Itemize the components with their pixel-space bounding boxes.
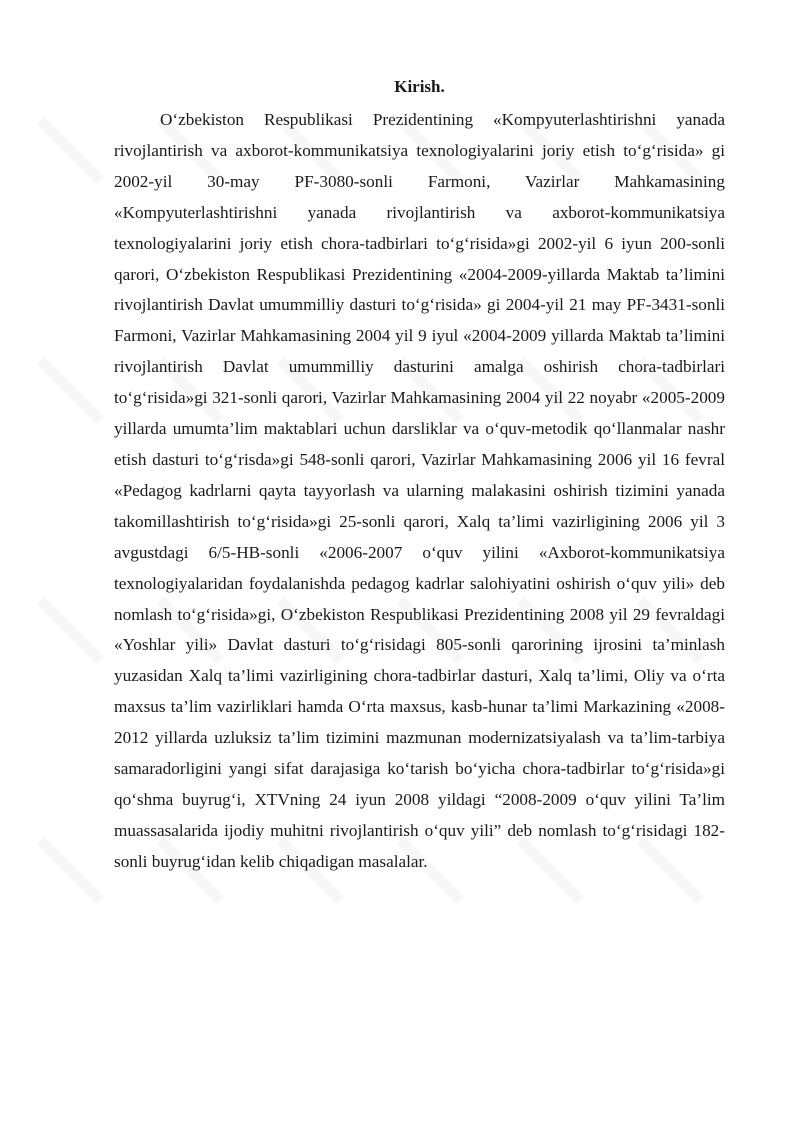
body-paragraph: O‘zbekiston Respublikasi Prezidentining «Kompyuterlashtirishni yanada rivojlantirish va axborot-kommunikatsiya texnologiyalarini joriy etish to‘g‘risida» gi 2002-yil 30-may PF-3080-sonli Farmoni, Vazirlar Mahkamasining «Kompyuterlashtirishni yanada rivojlantirish va axborot-kommunikatsiya texnologiyalarini joriy etish chora-tadbirlari to‘g‘risida»gi 2002-yil 6 iyun 200-sonli qarori, O‘zbekiston Respublikasi Prezidentining «2004-2009-yillarda Maktab ta’limini rivojlantirish Davlat umummilliy dasturi to‘g‘risida» gi 2004-yil 21 may PF-3431-sonli Farmoni, Vazirlar Mahkamasining 2004 yil 9 iyul «2004-2009 yillarda Maktab ta’limini rivojlantirish Davlat umummilliy dasturini amalga oshirish chora-tadbirlari to‘g‘risida»gi 321-sonli qarori, Vazirlar Mahkamasining 2004 yil 22 noyabr «2005-2009 yillarda umumta’lim maktablari uchun darsliklar va o‘quv-metodik qo‘llanmalar nashr etish dasturi to‘g‘risda»gi 548-sonli qarori, Vazirlar Mahkamasining 2006 yil 16 fevral «Pedagog kadrlarni qayta tayyorlash va ularning malakasini oshirish tizimini yanada takomillashtirish to‘g‘risida»gi 25-sonli qarori, Xalq ta’limi vazirligining 2006 yil 3 avgustdagi 6/5-HB-sonli «2006-2007 o‘quv yilini «Axborot-kommunikatsiya texnologiyalaridan foydalanishda pedagog kadrlar salohiyatini oshirish o‘quv yili» deb nomlash to‘g‘risida»gi, O‘zbekiston Respublikasi Prezidentining 2008 yil 29 fevraldagi «Yoshlar yili» Davlat dasturi to‘g‘risidagi 805-sonli qarorining ijrosini ta’minlash yuzasidan Xalq ta’limi vazirligining chora-tadbirlar dasturi, Xalq ta’limi, Oliy va o‘rta maxsus ta’lim vazirliklari hamda O‘rta maxsus, kasb-hunar ta’limi Markazining «2008-2012 yillarda uzluksiz ta’lim tizimini mazmunan modernizatsiyalash va ta’lim-tarbiya samaradorligini yangi sifat darajasiga ko‘tarish bo‘yicha chora-tadbirlar to‘g‘risida»gi qo‘shma buyrug‘i, XTVning 24 iyun 2008 yildagi “2008-2009 o‘quv yilini Ta’lim muassasalarida ijodiy muhitni rivojlantirish o‘quv yili” deb nomlash to‘g‘risidagi 182-sonli buyrug‘idan kelib chiqadigan masalalar. — [114, 110, 725, 871]
page-title: Kirish. — [394, 77, 445, 96]
document-content — [114, 73, 725, 878]
